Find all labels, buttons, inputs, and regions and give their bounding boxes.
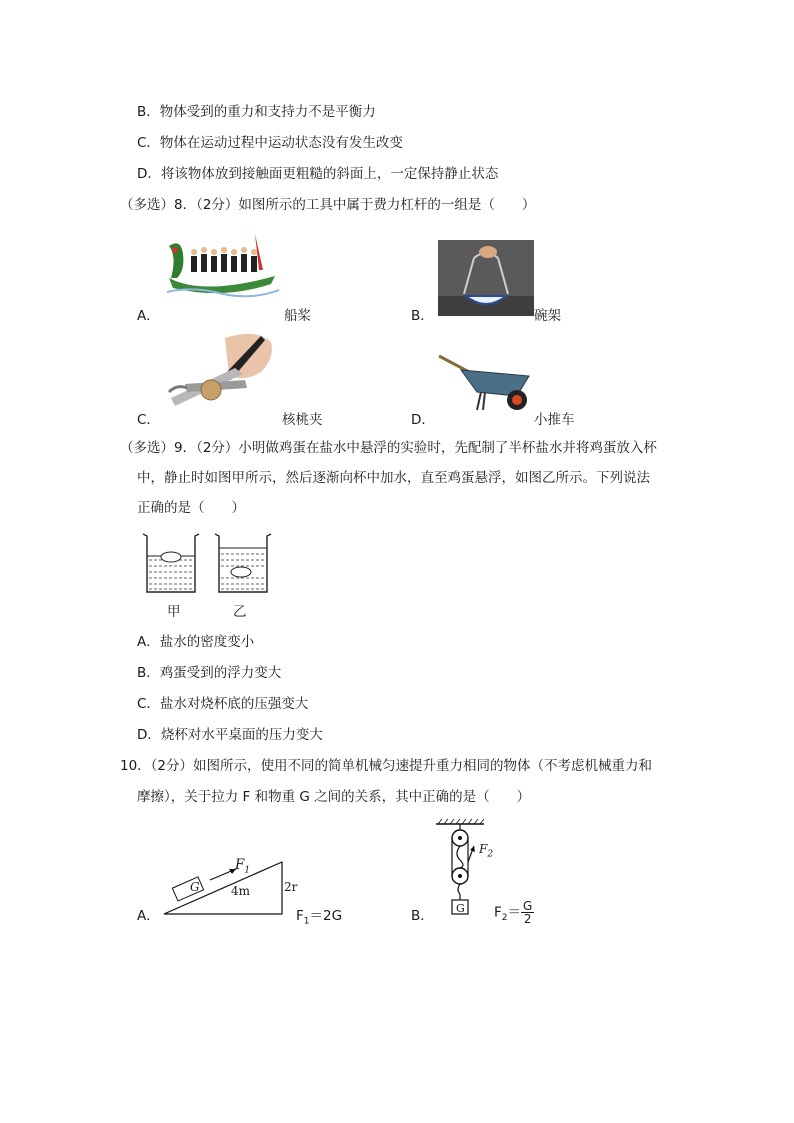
pulley-block-label: G	[456, 902, 465, 915]
q8-option-d-letter: D．	[411, 412, 435, 428]
g-over-2-fraction: $\frac{G}{2}$	[523, 899, 533, 926]
incline-length-label: 4m	[231, 884, 251, 898]
q9-option-c: C．盐水对烧杯底的压强变大	[137, 696, 309, 712]
q10-stem-line-1: 10．（2分）如图所示，使用不同的简单机械匀速提升重力相同的物体（不考虑机械重力和	[120, 758, 653, 774]
q10-option-a-relation: $F_1=2G$	[296, 908, 343, 927]
q8-option-c-caption: 核桃夹	[282, 412, 323, 428]
pulley-force-label: $F_2$	[479, 842, 494, 860]
q8-option-b-letter: B．	[411, 308, 434, 324]
q8-option-c-letter: C．	[137, 412, 160, 428]
beaker-label-jia: 甲	[167, 604, 181, 620]
q10-option-b-relation: $F_2=$ $\frac{G}{2}$	[494, 899, 533, 926]
q7-option-c: C．物体在运动过程中运动状态没有发生改变	[137, 135, 403, 151]
q8-option-a-caption: 船桨	[284, 308, 311, 324]
q9-option-a: A．盐水的密度变小	[137, 634, 255, 650]
inclined-plane-figure	[160, 852, 292, 918]
q10-stem-line-2: 摩擦），关于拉力 F 和物重 G 之间的关系，其中正确的是（ ）	[137, 789, 531, 805]
dragon-boat-image	[163, 226, 281, 300]
q10-option-a-letter: A．	[137, 908, 160, 924]
nutcracker-image	[165, 328, 277, 414]
incline-height-label: 2r	[284, 880, 298, 894]
q9-stem-line-2: 中，静止时如图甲所示，然后逐渐向杯中加水，直至鸡蛋悬浮，如图乙所示。下列说法	[137, 470, 650, 486]
q9-stem-line-3: 正确的是（ ）	[137, 500, 245, 516]
q8-option-d-caption: 小推车	[534, 412, 575, 428]
q9-stem-line-1: （多选）9．（2分）小明做鸡蛋在盐水中悬浮的实验时，先配制了半杯盐水并将鸡蛋放入杯	[120, 440, 657, 456]
q8-option-a-letter: A．	[137, 308, 160, 324]
incline-block-label: G	[190, 880, 200, 894]
q9-option-b: B．鸡蛋受到的浮力变大	[137, 665, 282, 681]
beaker-jia	[143, 534, 199, 592]
beaker-label-yi: 乙	[233, 604, 247, 620]
q7-option-b: B．物体受到的重力和支持力不是平衡力	[137, 104, 376, 120]
wheelbarrow-image	[437, 352, 537, 416]
q8-stem: （多选）8．（2分）如图所示的工具中属于费力杠杆的一组是（ ）	[120, 197, 536, 213]
q10-option-b-letter: B．	[411, 908, 434, 924]
bowl-holder-image	[438, 240, 534, 316]
beaker-yi	[215, 534, 271, 592]
incline-force-label: $F_1$	[235, 857, 251, 876]
q9-option-d: D．烧杯对水平桌面的压力变大	[137, 727, 323, 743]
q7-option-d: D．将该物体放到接触面更粗糙的斜面上，一定保持静止状态	[137, 166, 499, 182]
q8-option-b-caption: 碗架	[534, 308, 561, 324]
beakers-figure	[141, 530, 281, 596]
